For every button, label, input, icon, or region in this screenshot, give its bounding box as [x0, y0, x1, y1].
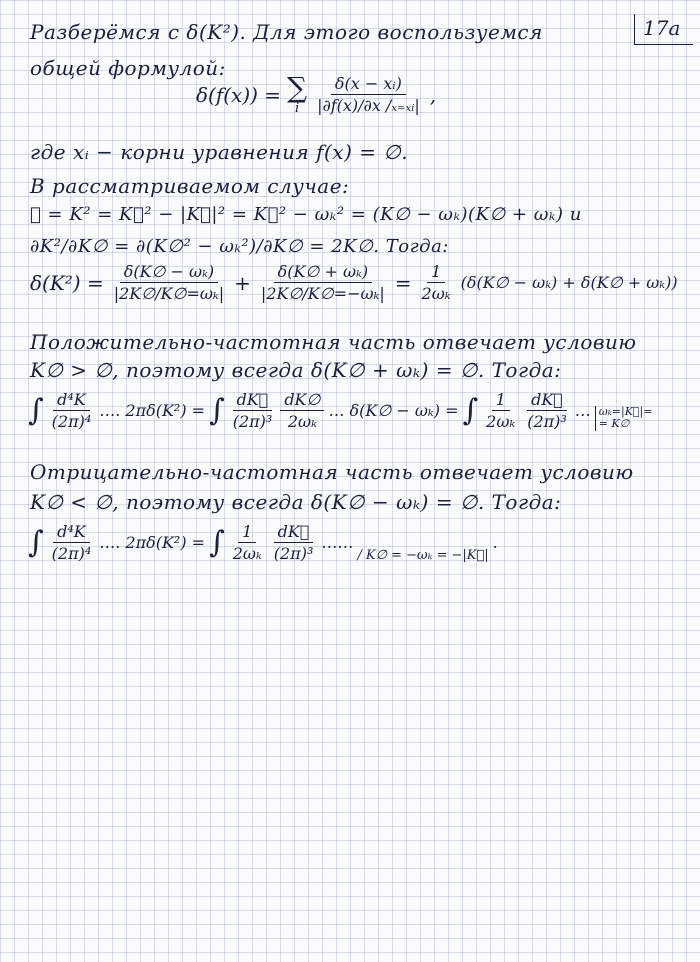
text-line-10: K∅ < ∅, поэтому всегда δ(K∅ − ωₖ) = ∅. Тогда:: [30, 490, 562, 514]
equals-sign: =: [394, 270, 412, 295]
delta-fraction-1-num: δ(K∅ − ωₖ): [120, 262, 218, 283]
neg-fraction-3-den: (2π)³: [273, 544, 314, 563]
delta-fraction-2-num: δ(K∅ + ωₖ): [274, 262, 372, 283]
integral-sign: ∫: [28, 392, 44, 428]
pos-evaluation: [595, 406, 653, 431]
delta-fraction-2-den: |2K∅/K∅=−ωₖ|: [260, 284, 385, 303]
neg-fraction-1-den: (2π)⁴: [51, 544, 92, 563]
neg-fraction-2-num: 1: [238, 522, 256, 543]
integral-sign: ∫: [28, 524, 44, 560]
formula-positive: [28, 390, 652, 431]
pos-eval-bottom: = K∅: [598, 417, 630, 431]
neg-end-period: .: [492, 533, 498, 552]
formula-delta-lhs: δ(K²) =: [30, 270, 104, 295]
neg-fraction-3-num: dK⃗: [274, 522, 314, 543]
text-line-1: Разберёмся с δ(K²). Для этого воспользуемся: [30, 20, 543, 44]
formula-general: [196, 71, 437, 116]
formula-general-lhs: δ(f(x)) =: [196, 82, 282, 107]
page-number-box: [634, 14, 693, 45]
pos-fraction-1: [48, 390, 96, 431]
delta-rhs: (δ(K∅ − ωₖ) + δ(K∅ + ωₖ)): [460, 273, 678, 292]
pos-fraction-3: [280, 390, 324, 431]
text-line-4: В рассматриваемом случае:: [30, 174, 350, 198]
neg-fraction-3: [270, 522, 318, 563]
text-line-8: K∅ > ∅, поэтому всегда δ(K∅ + ωₖ) = ∅. Тогда:: [30, 358, 562, 382]
text-line-7: Положительно-частотная часть отвечает условию: [30, 330, 637, 354]
text-line-9: Отрицательно-частотная часть отвечает условию: [30, 460, 634, 484]
delta-fraction-2: [257, 262, 389, 303]
pos-fraction-3-den: 2ωₖ: [287, 412, 317, 431]
delta-fraction-3: [418, 262, 455, 303]
pos-fraction-1-den: (2π)⁴: [51, 412, 92, 431]
plus-sign: +: [234, 270, 251, 295]
fraction-numerator: δ(x − xᵢ): [331, 74, 406, 95]
pos-fraction-5: [523, 390, 571, 431]
pos-fraction-2-den: (2π)³: [232, 412, 273, 431]
pos-fraction-5-den: (2π)³: [527, 412, 567, 431]
pos-fraction-3-num: dK∅: [280, 390, 324, 411]
formula-general-fraction: [313, 74, 424, 115]
sum-index: i: [294, 101, 300, 116]
page-number: 17a: [643, 16, 681, 40]
pos-fraction-2: [229, 390, 277, 431]
pos-fraction-5-num: dK⃗: [527, 390, 567, 411]
formula-negative: [28, 522, 498, 563]
pos-mid-2: … δ(K∅ − ωₖ) =: [328, 401, 459, 420]
neg-fraction-2-den: 2ωₖ: [232, 544, 262, 563]
integral-sign: ∫: [209, 392, 225, 428]
pos-eval-top: ωₖ=|K⃗|=: [598, 404, 653, 418]
neg-dots: ……: [321, 533, 354, 552]
neg-mid-1: …. 2πδ(K²) =: [99, 533, 206, 552]
neg-fraction-1-num: d⁴K: [53, 522, 90, 543]
integral-sign: ∫: [462, 392, 479, 428]
pos-fraction-2-num: dK⃗: [233, 390, 273, 411]
formula-delta: [30, 262, 678, 303]
delta-fraction-3-num: 1: [427, 262, 445, 283]
neg-fraction-2: [229, 522, 266, 563]
neg-evaluation: / K∅ = −ωₖ = −|K⃗|: [357, 548, 489, 563]
text-line-2: общей формулой:: [30, 56, 226, 80]
pos-fraction-1-num: d⁴K: [53, 390, 90, 411]
pos-dots: …: [574, 401, 591, 420]
text-line-5: ∅ = K² = K∅² − |K⃗|² = K∅² − ωₖ² = (K∅ − ωₖ)(K∅ + ωₖ) и: [30, 204, 582, 225]
delta-fraction-3-den: 2ωₖ: [421, 284, 451, 303]
integral-sign: ∫: [209, 524, 225, 560]
text-line-6: ∂K²/∂K∅ = ∂(K∅² − ωₖ²)/∂K∅ = 2K∅. Тогда:: [30, 236, 449, 257]
sum-symbol: ∑ i: [287, 71, 308, 116]
pos-fraction-4: [482, 390, 519, 431]
formula-general-tail: ,: [429, 82, 437, 107]
fraction-denominator: |∂f(x)/∂x /ₓ₌ₓᵢ|: [317, 96, 420, 115]
pos-fraction-4-den: 2ωₖ: [486, 412, 516, 431]
neg-fraction-1: [48, 522, 96, 563]
pos-fraction-4-num: 1: [492, 390, 510, 411]
text-line-3: где xᵢ − корни уравнения f(x) = ∅.: [30, 140, 409, 164]
delta-fraction-1-den: |2K∅/K∅=ωₖ|: [113, 284, 225, 303]
pos-mid-1: …. 2πδ(K²) =: [99, 401, 206, 420]
delta-fraction-1: [110, 262, 228, 303]
